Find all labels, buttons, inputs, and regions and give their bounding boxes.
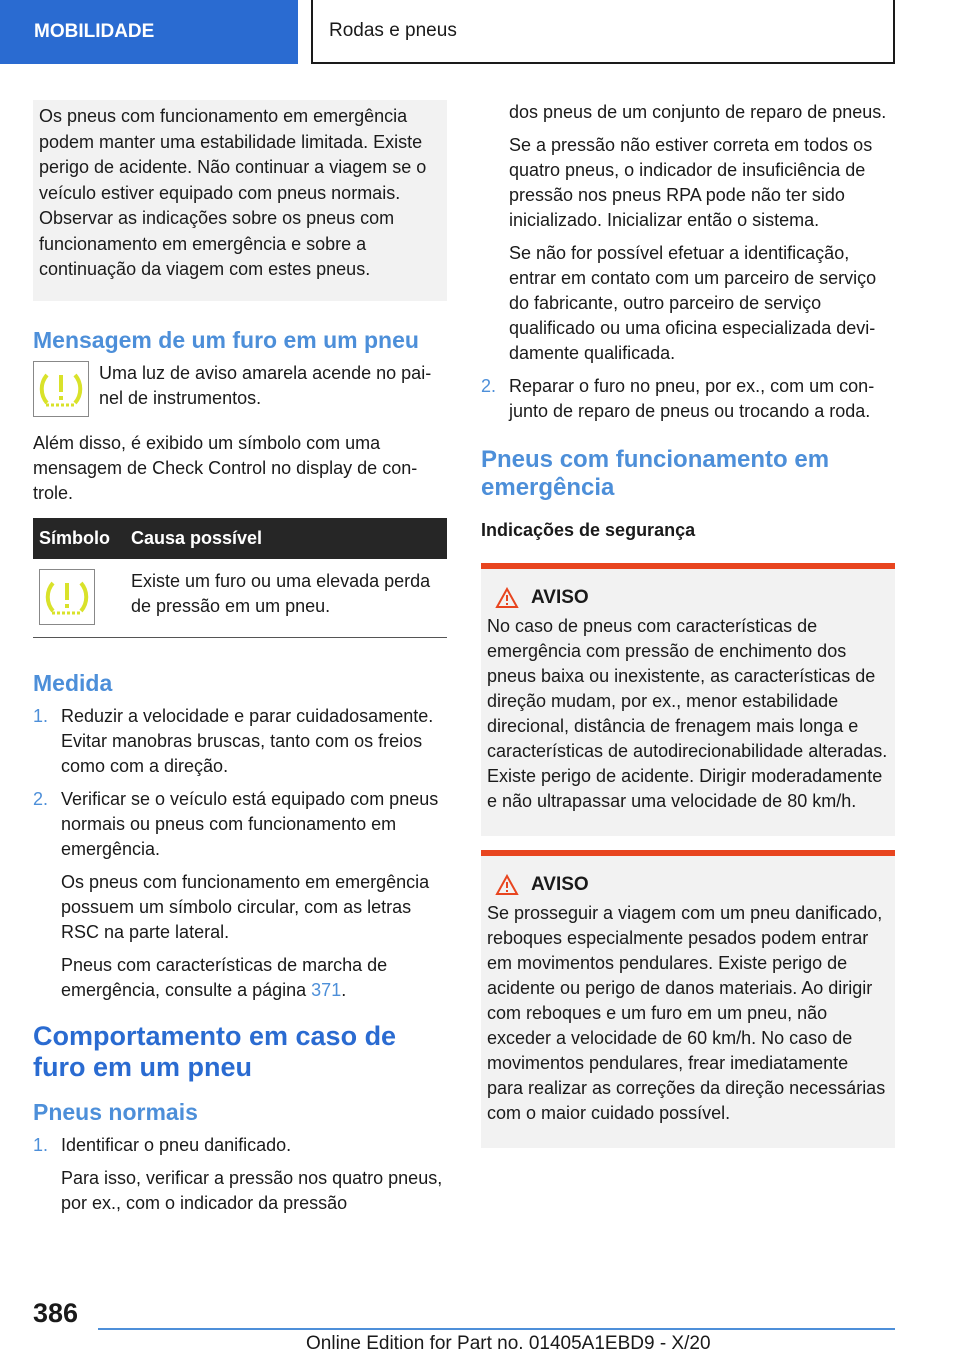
section-tab: MOBILIDADE <box>0 0 298 64</box>
warning-box <box>481 850 895 1148</box>
table-header-cause: Causa possível <box>125 518 447 559</box>
warning-light-text: Uma luz de aviso amarela acende no painel de instrumentos. <box>99 362 432 408</box>
right-column <box>481 100 895 1162</box>
list-item <box>33 1133 447 1216</box>
chapter-title <box>311 0 895 64</box>
step-subtext: Os pneus com funcionamento em emergência possuem um símbolo circular, com as letras RSC na parte lateral. <box>61 871 430 942</box>
warning-box <box>481 563 895 836</box>
step-text: Reparar o furo no pneu, por ex., com um conjunto de reparo de pneus ou trocando a roda. <box>509 376 875 421</box>
table-row <box>33 559 447 638</box>
continued-text: dos pneus de um conjunto de reparo de pneus. <box>509 102 887 122</box>
tire-pressure-warning-icon <box>33 361 89 417</box>
page-ref-suffix: . <box>341 979 347 1000</box>
step-number: 1. <box>33 1134 49 1155</box>
warning-light-row <box>33 361 447 417</box>
normal-steps <box>33 1133 447 1216</box>
step-subtext-ref <box>61 953 447 1003</box>
heading-flat-tire-message: Mensagem de um furo em um pneu <box>33 326 419 353</box>
heading-runflat: Pneus com funcionamento em emergência <box>481 446 830 501</box>
heading-safety: Indicações de segurança <box>481 520 696 540</box>
step-subtext: Para isso, verificar a pressão nos quatro pneus, por ex., com o indicador da pressão <box>61 1167 443 1213</box>
warning-text: Se prosseguir a viagem com um pneu danificado, reboques especialmente pesados podem entrar em movimentos pendulares. Existe perigo de acidente ou perigo de danos materiais. Ao dirigir com reboques e um furo em um pneu, não exceder a velocidade de 60 km/h. No caso de movimentos pendulares, frear imediatamente para realizar as correções da direção necessárias com o maior cuidado possível. <box>487 903 886 1123</box>
warning-triangle-icon <box>495 874 519 896</box>
table-header <box>33 518 447 559</box>
repair-steps <box>481 374 895 424</box>
warning-title-text: AVISO <box>531 587 589 608</box>
warning-triangle-icon <box>495 587 519 609</box>
tire-pressure-symbol-icon <box>39 569 95 625</box>
list-item <box>33 787 447 1003</box>
continued-step <box>481 100 895 366</box>
edition-note: Online Edition for Part no. 01405A1EBD9 - X/20 <box>306 1333 711 1354</box>
table-cell-symbol <box>33 559 125 638</box>
table-header-symbol: Símbolo <box>33 518 125 559</box>
continued-text: Se não for possível efetuar a identificação, entrar em contato com um parceiro de serviço do fabricante, outro parceiro de serviço qualificado ou uma oficina especializada devidamente qualificada. <box>509 243 877 363</box>
left-column <box>33 100 447 1224</box>
heading-behavior: Comportamento em caso de furo em um pneu <box>33 1020 397 1082</box>
warning-title-text: AVISO <box>531 874 589 895</box>
chapter-title-text: Rodas e pneus <box>329 20 457 41</box>
warning-text: No caso de pneus com características de emergência com pressão de enchimento dos pneus baixa ou inexistente, as características de direção mudam, por ex., menor estabilidade direcional, distância de frenagem mais longa e características de autodirecionabilidade alteradas. Existe perigo de acidente. Dirigir moderadamente e não ultrapassar uma velocidade de 80 km/h. <box>487 616 888 811</box>
step-number: 2. <box>481 376 497 396</box>
warning-title <box>495 585 889 610</box>
measure-steps <box>33 704 447 1003</box>
note-box <box>33 100 447 301</box>
page-ref-prefix: Pneus com características de marcha de emergência, consulte a página <box>61 954 388 1000</box>
heading-measure: Medida <box>33 669 113 696</box>
footer-divider <box>98 1328 895 1330</box>
continued-text: Se a pressão não estiver correta em todos os quatro pneus, o indicador de insuficiência de pressão nos pneus RPA pode não ter sido inicializado. Inicializar então o sistema. <box>509 135 873 230</box>
step-text: Reduzir a velocidade e parar cuidadosamente. Evitar manobras bruscas, tanto com os freios como com a direção. <box>61 705 434 776</box>
page-number: 386 <box>33 1298 79 1328</box>
step-text: Identificar o pneu danificado. <box>61 1134 292 1155</box>
page-link[interactable]: 371 <box>311 979 342 1000</box>
step-number: 2. <box>33 788 49 809</box>
list-item <box>33 704 447 779</box>
table-cell-cause: Existe um furo ou uma elevada perda de pressão em um pneu. <box>125 559 447 638</box>
note-text: Os pneus com funcionamento em emergência podem manter uma estabilidade limitada. Existe perigo de acidente. Não continuar a viagem se o veículo estiver equipado com pneus normais. Observar as indicações sobre os pneus com funcionamento em emergência e sobre a continuação da viagem com estes pneus. <box>39 106 427 279</box>
warning-title <box>495 872 889 897</box>
heading-normal-tires: Pneus normais <box>33 1098 198 1125</box>
step-text: Verificar se o veículo está equipado com pneus normais ou pneus com funcionamento em emergência. <box>61 788 439 859</box>
step-number: 1. <box>33 705 49 726</box>
list-item <box>481 374 895 424</box>
check-control-text: Além disso, é exibido um símbolo com uma mensagem de Check Control no display de controle. <box>33 432 418 503</box>
symbol-table <box>33 518 447 638</box>
